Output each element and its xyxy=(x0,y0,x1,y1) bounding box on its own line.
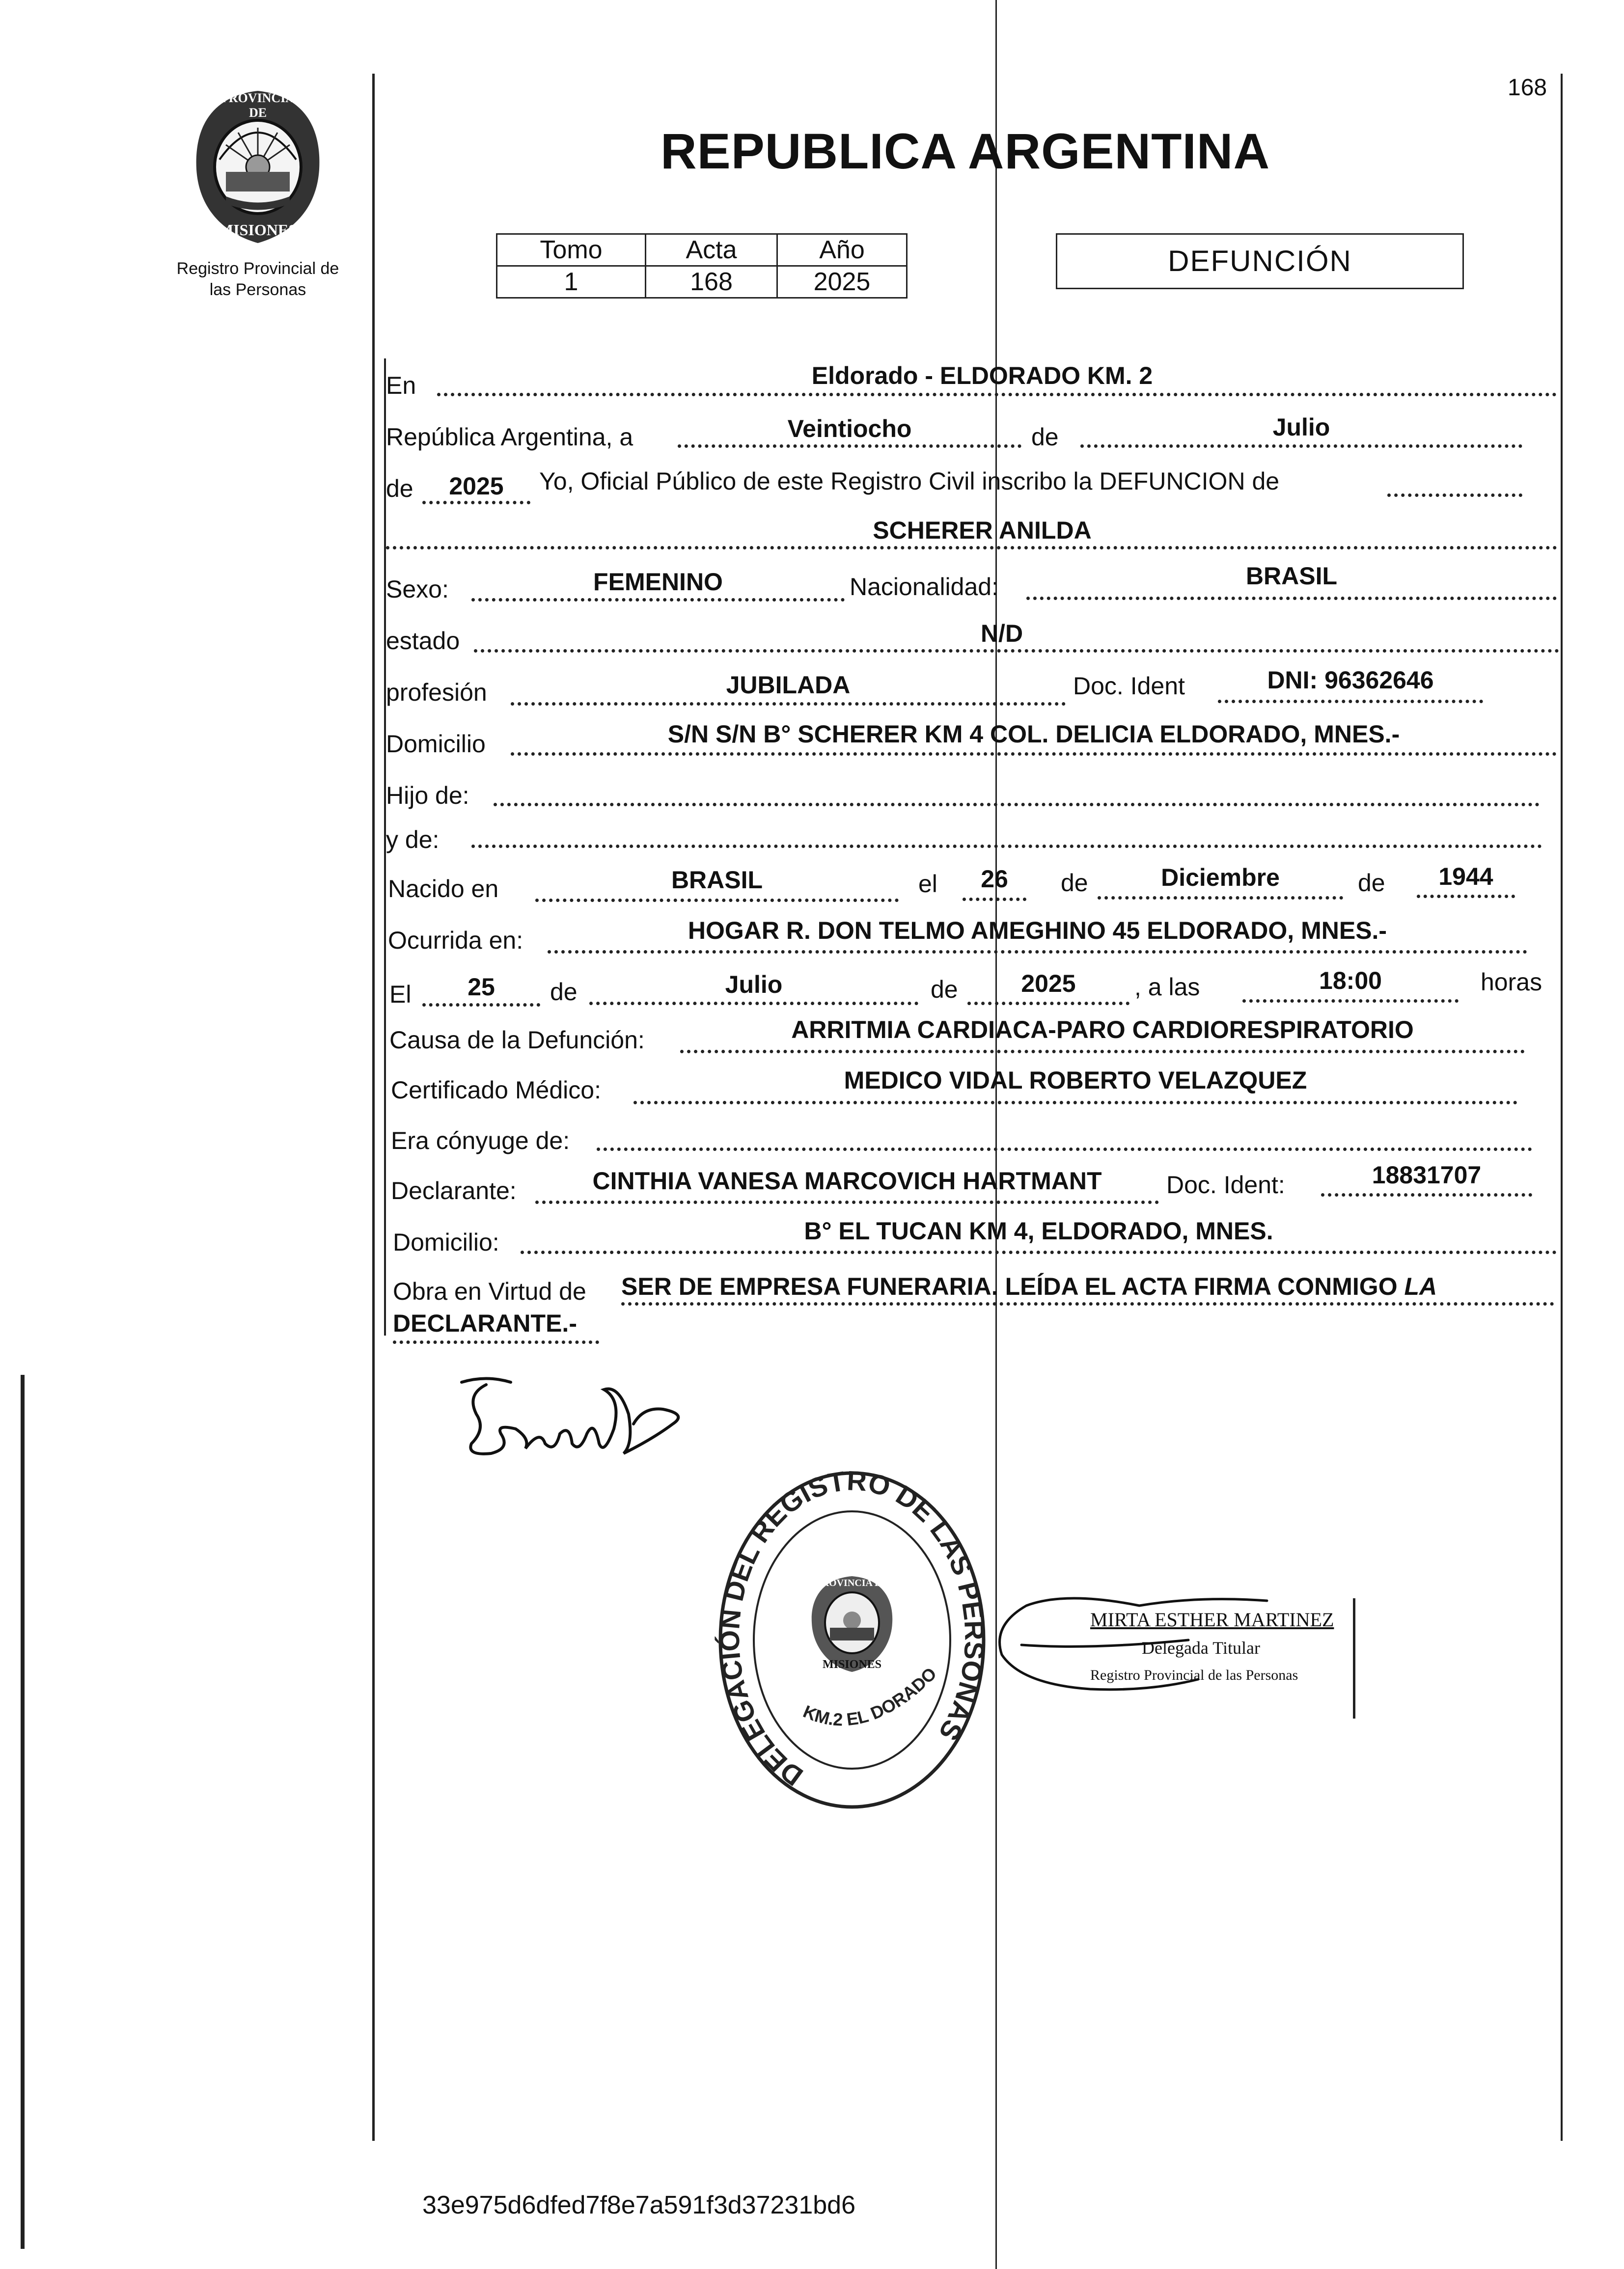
value-nacionalidad: BRASIL xyxy=(1245,562,1338,590)
label-doc-ident-declarante: Doc. Ident: xyxy=(1166,1171,1285,1199)
value-anio: 2025 xyxy=(449,472,504,500)
dots-causa xyxy=(680,1050,1525,1053)
value-ocurrida-en: HOGAR R. DON TELMO AMEGHINO 45 ELDORADO, MNES.- xyxy=(688,917,1387,944)
value-dia-texto: Veintiocho xyxy=(787,415,912,442)
declarant-signature-scribble-icon xyxy=(457,1370,712,1478)
dots-mes xyxy=(1080,444,1522,448)
label-yo-oficial: Yo, Oficial Público de este Registro Civil inscribo la DEFUNCION de xyxy=(539,467,1280,495)
dots-nacido-en xyxy=(535,899,899,902)
dots-anio xyxy=(422,501,530,504)
official-seal-stamp-icon xyxy=(710,1461,994,1819)
dots-obra-line1 xyxy=(621,1302,1554,1306)
value-dni: DNI: 96362646 xyxy=(1267,666,1434,694)
dots-lugar xyxy=(437,393,1557,396)
label-domicilio-declarante: Domicilio: xyxy=(393,1229,499,1256)
value-obra-line1 xyxy=(621,1274,1437,1299)
dots-nacionalidad xyxy=(1026,597,1557,600)
dots-profesion xyxy=(511,702,1066,706)
seal-inner-top: PROVINCIA DE xyxy=(816,1578,888,1588)
dots-ocurrida-en xyxy=(548,950,1527,954)
value-def-anio: 2025 xyxy=(1021,970,1076,997)
dots-def-hora xyxy=(1242,999,1459,1003)
label-de-mes: de xyxy=(1031,423,1059,451)
center-fold-line xyxy=(995,0,997,2269)
label-nacido-en: Nacido en xyxy=(388,875,499,902)
dots-domicilio xyxy=(511,752,1557,756)
dots-estado xyxy=(474,649,1559,653)
label-de-def-anio: de xyxy=(931,976,958,1003)
value-def-dia: 25 xyxy=(468,973,495,1001)
value-declarante-doc: 18831707 xyxy=(1372,1161,1482,1189)
document-type-box: DEFUNCIÓN xyxy=(1056,233,1464,289)
official-org: Registro Provincial de las Personas xyxy=(1090,1667,1298,1683)
official-role: Delegada Titular xyxy=(1142,1638,1260,1658)
value-domicilio: S/N S/N B° SCHERER KM 4 COL. DELICIA ELDORADO, MNES.- xyxy=(667,720,1400,748)
page-title: REPUBLICA ARGENTINA xyxy=(661,123,1270,179)
label-republica-a: República Argentina, a xyxy=(386,423,633,451)
registry-label-line2: las Personas xyxy=(209,280,306,299)
official-stamp-bar xyxy=(1353,1598,1355,1719)
seal-outer-text: DELEGACIÓN DEL REGISTRO DE LAS PERSONAS xyxy=(714,1465,991,1792)
dots-def-anio xyxy=(967,1002,1129,1005)
value-nac-dia: 26 xyxy=(981,865,1008,893)
value-obra-italic: LA xyxy=(1404,1273,1437,1300)
label-domicilio: Domicilio xyxy=(386,730,486,758)
value-nac-mes: Diciembre xyxy=(1161,864,1280,891)
value-declarante: CINTHIA VANESA MARCOVICH HARTMANT xyxy=(592,1167,1102,1195)
record-value-row xyxy=(497,266,907,298)
label-hijo-de: Hijo de: xyxy=(386,782,469,809)
dots-sexo xyxy=(471,598,845,601)
label-nacionalidad: Nacionalidad: xyxy=(850,573,998,601)
provincial-logo xyxy=(184,86,331,248)
document-hash: 33e975d6dfed7f8e7a591f3d37231bd6 xyxy=(422,2191,856,2219)
left-margin-line xyxy=(372,74,375,2141)
seal-bottom-text: KM.2 EL DORADO xyxy=(800,1663,941,1730)
dots-dni xyxy=(1218,700,1483,703)
label-profesion: profesión xyxy=(386,679,487,706)
label-a-las: , a las xyxy=(1134,973,1200,1001)
registry-label-line1: Registro Provincial de xyxy=(176,259,339,278)
dots-hijo-de xyxy=(494,803,1540,806)
tomo-header: Tomo xyxy=(497,234,646,266)
official-seal xyxy=(710,1461,994,1819)
label-de-nac-anio: de xyxy=(1358,869,1385,897)
dots-declarante-doc xyxy=(1321,1193,1532,1197)
dots-nac-mes xyxy=(1098,896,1343,900)
dots-y-de xyxy=(471,845,1542,848)
label-de-def-mes: de xyxy=(550,978,578,1006)
value-sexo: FEMENINO xyxy=(593,568,723,596)
label-declarante: Declarante: xyxy=(391,1177,517,1204)
dots-def-mes xyxy=(589,1002,918,1005)
label-horas: horas xyxy=(1481,968,1542,996)
logo-text-bottom: MISIONES xyxy=(218,221,298,239)
value-profesion: JUBILADA xyxy=(726,671,851,699)
dots-declarante xyxy=(535,1201,1159,1204)
value-nac-anio: 1944 xyxy=(1438,863,1493,890)
value-nacido-en: BRASIL xyxy=(671,866,763,894)
value-mes: Julio xyxy=(1272,413,1330,441)
label-certificado: Certificado Médico: xyxy=(391,1076,601,1104)
dots-after-oficial xyxy=(1387,493,1522,497)
acta-value: 168 xyxy=(646,266,777,298)
logo-text-top: PROVINCIA DE xyxy=(220,91,295,120)
value-estado: N/D xyxy=(980,620,1023,647)
seal-inner-bottom: MISIONES xyxy=(822,1658,882,1671)
value-def-mes: Julio xyxy=(725,971,783,998)
label-conyuge: Era cónyuge de: xyxy=(391,1127,570,1154)
anio-header: Año xyxy=(777,234,907,266)
dots-declarante-domicilio xyxy=(521,1251,1557,1254)
dots-certificado xyxy=(633,1101,1517,1104)
dots-conyuge xyxy=(597,1148,1532,1151)
label-de-nac-mes: de xyxy=(1061,869,1088,897)
page-number: 168 xyxy=(1508,75,1547,101)
value-causa: ARRITMIA CARDIACA-PARO CARDIORESPIRATORIO xyxy=(791,1016,1414,1043)
value-certificado: MEDICO VIDAL ROBERTO VELAZQUEZ xyxy=(844,1066,1307,1094)
dots-nac-dia xyxy=(963,898,1026,901)
label-el-cap: El xyxy=(389,981,412,1008)
label-el: el xyxy=(918,870,937,898)
scan-edge-line xyxy=(21,1375,25,2249)
label-de-anio: de xyxy=(386,475,413,502)
anio-value: 2025 xyxy=(777,266,907,298)
dots-nac-anio xyxy=(1417,895,1515,898)
label-en: En xyxy=(386,372,416,399)
declarant-signature xyxy=(457,1370,712,1478)
dots-nombre xyxy=(386,546,1557,549)
value-obra-text: SER DE EMPRESA FUNERARIA. LEÍDA EL ACTA FIRMA CONMIGO xyxy=(621,1273,1398,1300)
record-table xyxy=(496,233,908,299)
tomo-value: 1 xyxy=(497,266,646,298)
value-declarante-domicilio: B° EL TUCAN KM 4, ELDORADO, MNES. xyxy=(804,1217,1273,1245)
label-obra: Obra en Virtud de xyxy=(393,1278,586,1305)
label-sexo: Sexo: xyxy=(386,575,449,603)
dots-def-dia xyxy=(422,1003,540,1007)
value-obra-line2: DECLARANTE.- xyxy=(393,1310,577,1337)
dots-dia-texto xyxy=(678,444,1021,448)
label-ocurrida-en: Ocurrida en: xyxy=(388,927,523,954)
official-name: MIRTA ESTHER MARTINEZ xyxy=(1090,1609,1334,1631)
record-header-row xyxy=(497,234,907,266)
label-causa: Causa de la Defunción: xyxy=(389,1026,645,1054)
label-estado: estado xyxy=(386,627,460,655)
acta-header: Acta xyxy=(646,234,777,266)
value-nombre: SCHERER ANILDA xyxy=(873,517,1092,544)
label-doc-ident: Doc. Ident xyxy=(1073,672,1185,700)
value-lugar: Eldorado - ELDORADO KM. 2 xyxy=(811,362,1153,389)
right-margin-line xyxy=(1561,74,1563,2141)
label-y-de: y de: xyxy=(386,826,440,853)
value-def-hora: 18:00 xyxy=(1319,967,1382,994)
dots-obra-line2 xyxy=(393,1340,599,1344)
